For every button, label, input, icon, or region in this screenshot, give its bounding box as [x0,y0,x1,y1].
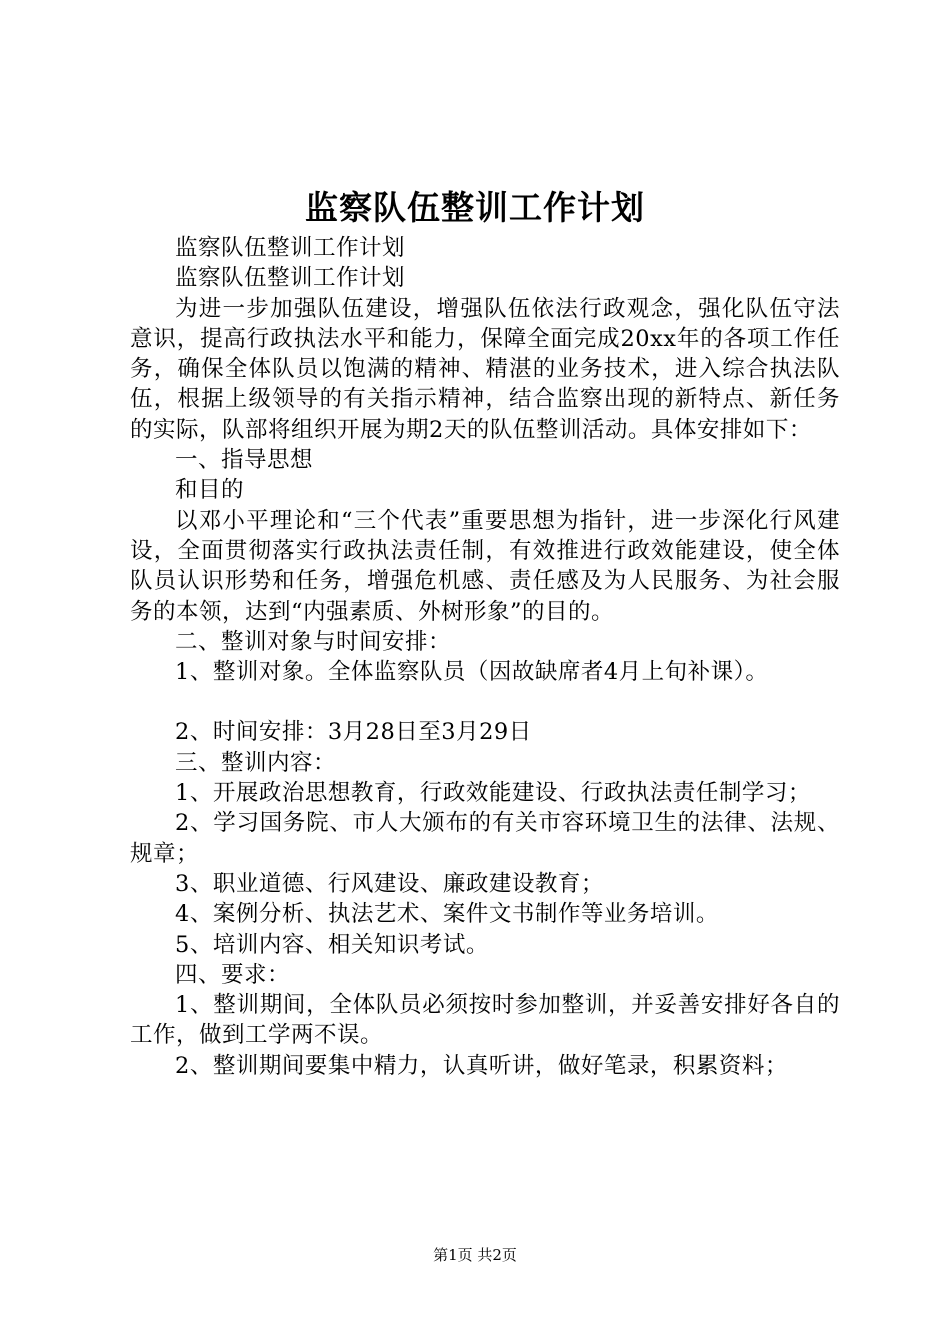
section-heading-content: 三、整训内容： [175,749,337,776]
paragraph-guiding-thought: 以邓小平理论和“三个代表”重要思想为指针，进一步深化行风建设，全面贯彻落实行政执法责任制，有效推进行政效能建设，使全体队员认识形势和任务，增强危机感、责任感及为人民服务、为社会服务的本领，达到“内强素质、外树形象”的目的。 [130,507,840,625]
list-item-content-2: 2、学习国务院、市人大颁布的有关市容环境卫生的法律、法规、规章； [130,810,840,867]
section-heading-targets-schedule: 二、整训对象与时间安排： [175,628,452,655]
list-item-requirement-2: 2、整训期间要集中精力，认真听讲，做好笔录，积累资料； [175,1052,788,1079]
list-item-schedule: 2、时间安排：3月28日至3月29日 [175,719,532,746]
section-heading-guiding-thought: 一、指导思想 [175,447,314,474]
section-heading-purpose: 和目的 [175,477,245,504]
list-item-content-4: 4、案例分析、执法艺术、案件文书制作等业务培训。 [175,901,719,928]
document-body [130,233,840,1081]
paragraph-heading-repeat-1: 监察队伍整训工作计划 [175,235,406,261]
list-item-content-3: 3、职业道德、行风建设、廉政建设教育； [175,870,604,897]
list-item-requirement-1: 1、整训期间，全体队员必须按时参加整训，并妥善安排好各自的工作，做到工学两不误。 [130,992,840,1049]
blank-line [130,687,840,717]
list-item-content-1: 1、开展政治思想教育，行政效能建设、行政执法责任制学习； [175,780,811,807]
page-footer: 第1页 共2页 [433,1246,517,1264]
document-title: 监察队伍整训工作计划 [305,188,645,227]
paragraph-heading-repeat-2: 监察队伍整训工作计划 [175,265,406,292]
paragraph-intro: 为进一步加强队伍建设，增强队伍依法行政观念，强化队伍守法意识，提高行政执法水平和能力，保障全面完成20xx年的各项工作任务，确保全体队员以饱满的精神、精湛的业务技术，进入综合执法队伍，根据上级领导的有关指示精神，结合监察出现的新特点、新任务的实际，队部将组织开展为期2天的队伍整训活动。具体安排如下： [130,295,840,443]
section-heading-requirements: 四、要求： [175,961,291,988]
list-item-content-5: 5、培训内容、相关知识考试。 [175,931,489,958]
list-item-targets: 1、整训对象。全体监察队员（因故缺席者4月上旬补课）。 [175,659,769,686]
